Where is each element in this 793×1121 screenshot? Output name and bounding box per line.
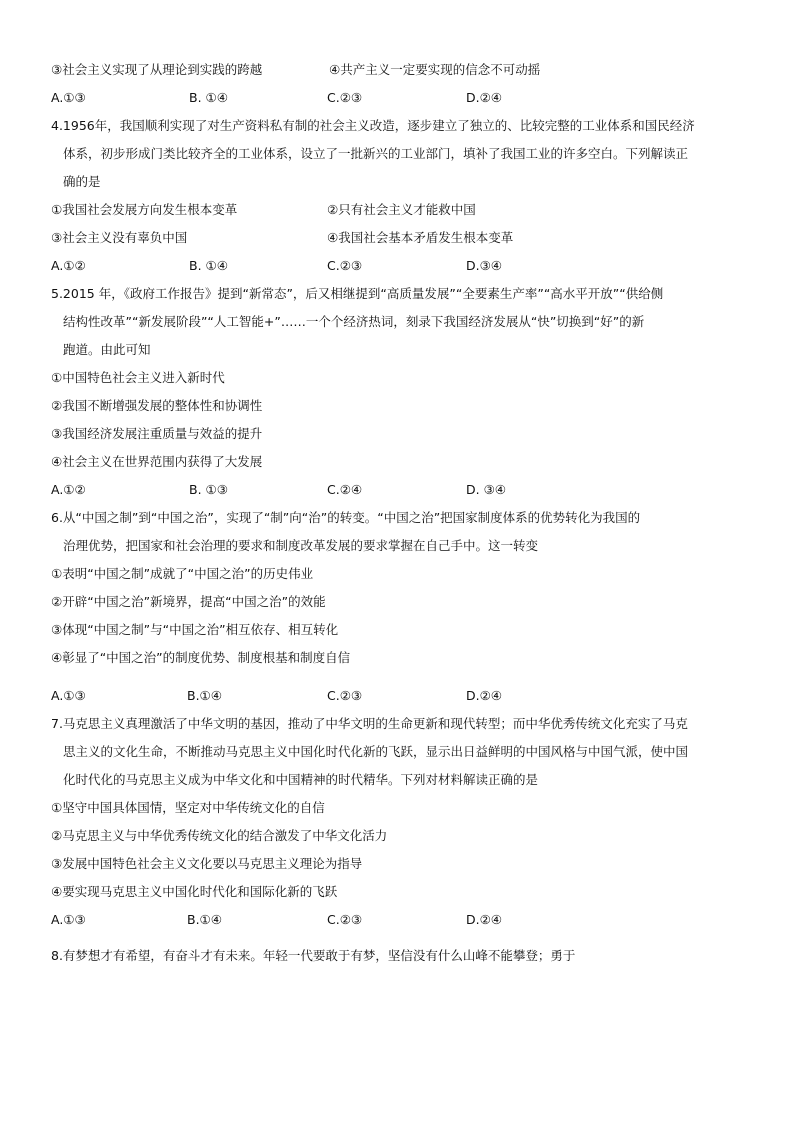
q7-option-d: D.②④	[466, 912, 503, 927]
q8-stem-line-1: 8.有梦想才有希望，有奋斗才有未来。年轻一代要敢于有梦，坚信没有什么山峰不能攀登；勇于	[51, 948, 576, 963]
q6-option-d: D.②④	[466, 688, 503, 703]
q5-option-c: C.②④	[327, 482, 363, 497]
q6-stem-line-2: 治理优势，把国家和社会治理的要求和制度改革发展的要求掌握在自己手中。这一转变	[63, 538, 539, 553]
q5-item-2: ②我国不断增强发展的整体性和协调性	[51, 398, 263, 413]
q7-item-1: ①坚守中国具体国情，坚定对中华传统文化的自信	[51, 800, 325, 815]
q3-item-4: ④共产主义一定要实现的信念不可动摇	[329, 62, 541, 77]
q6-item-2: ②开辟“中国之治”新境界，提高“中国之治”的效能	[51, 594, 326, 609]
q5-item-3: ③我国经济发展注重质量与效益的提升	[51, 426, 263, 441]
q5-item-1: ①中国特色社会主义进入新时代	[51, 370, 225, 385]
q6-item-3: ③体现“中国之制”与“中国之治”相互依存、相互转化	[51, 622, 339, 637]
q6-option-b: B.①④	[187, 688, 222, 703]
q4-option-c: C.②③	[327, 258, 363, 273]
q5-option-d: D. ③④	[466, 482, 506, 497]
q4-stem-line-3: 确的是	[63, 174, 101, 189]
q4-option-d: D.③④	[466, 258, 503, 273]
q7-stem-line-3: 化时代化的马克思主义成为中华文化和中国精神的时代精华。下列对材料解读正确的是	[63, 772, 539, 787]
q7-item-2: ②马克思主义与中华优秀传统文化的结合激发了中华文化活力	[51, 828, 388, 843]
q7-option-b: B.①④	[187, 912, 222, 927]
q4-option-b: B. ①④	[189, 258, 228, 273]
q4-item-4: ④我国社会基本矛盾发生根本变革	[327, 230, 514, 245]
q4-item-2: ②只有社会主义才能救中国	[327, 202, 476, 217]
q4-option-a: A.①②	[51, 258, 86, 273]
q3-option-c: C.②③	[327, 90, 363, 105]
q5-option-a: A.①②	[51, 482, 86, 497]
q6-option-c: C.②③	[327, 688, 363, 703]
q3-option-a: A.①③	[51, 90, 86, 105]
q6-option-a: A.①③	[51, 688, 86, 703]
q5-stem-line-2: 结构性改革”“新发展阶段”“人工智能+”……一个个经济热词，刻录下我国经济发展从“快”切换到“好”的新	[63, 314, 645, 329]
q6-item-1: ①表明“中国之制”成就了“中国之治”的历史伟业	[51, 566, 314, 581]
q4-stem-line-1: 4.1956年，我国顺利实现了对生产资料私有制的社会主义改造，逐步建立了独立的、比较完整的工业体系和国民经济	[51, 118, 695, 133]
q6-stem-line-1: 6.从“中国之制”到“中国之治”，实现了“制”向“治”的转变。“中国之治”把国家制度体系的优势转化为我国的	[51, 510, 641, 525]
q5-stem-line-3: 跑道。由此可知	[63, 342, 151, 357]
q4-item-1: ①我国社会发展方向发生根本变革	[51, 202, 238, 217]
q3-option-b: B. ①④	[189, 90, 228, 105]
q4-stem-line-2: 体系，初步形成门类比较齐全的工业体系，设立了一批新兴的工业部门，填补了我国工业的许多空白。下列解读正	[63, 146, 689, 161]
q7-item-4: ④要实现马克思主义中国化时代化和国际化新的飞跃	[51, 884, 338, 899]
q4-item-3: ③社会主义没有辜负中国	[51, 230, 188, 245]
q5-option-b: B. ①③	[189, 482, 228, 497]
q6-item-4: ④彰显了“中国之治”的制度优势、制度根基和制度自信	[51, 650, 351, 665]
q7-stem-line-2: 思主义的文化生命，不断推动马克思主义中国化时代化新的飞跃，显示出日益鲜明的中国风格与中国气派，使中国	[63, 744, 689, 759]
q7-stem-line-1: 7.马克思主义真理激活了中华文明的基因，推动了中华文明的生命更新和现代转型；而中华优秀传统文化充实了马克	[51, 716, 688, 731]
q3-option-d: D.②④	[466, 90, 503, 105]
q5-stem-line-1: 5.2015 年，《政府工作报告》提到“新常态”，后又相继提到“高质量发展”“全要素生产率”“高水平开放”“供给侧	[51, 286, 664, 301]
q7-option-c: C.②③	[327, 912, 363, 927]
q7-option-a: A.①③	[51, 912, 86, 927]
q5-item-4: ④社会主义在世界范围内获得了大发展	[51, 454, 263, 469]
q7-item-3: ③发展中国特色社会主义文化要以马克思主义理论为指导	[51, 856, 363, 871]
q3-item-3: ③社会主义实现了从理论到实践的跨越	[51, 62, 263, 77]
